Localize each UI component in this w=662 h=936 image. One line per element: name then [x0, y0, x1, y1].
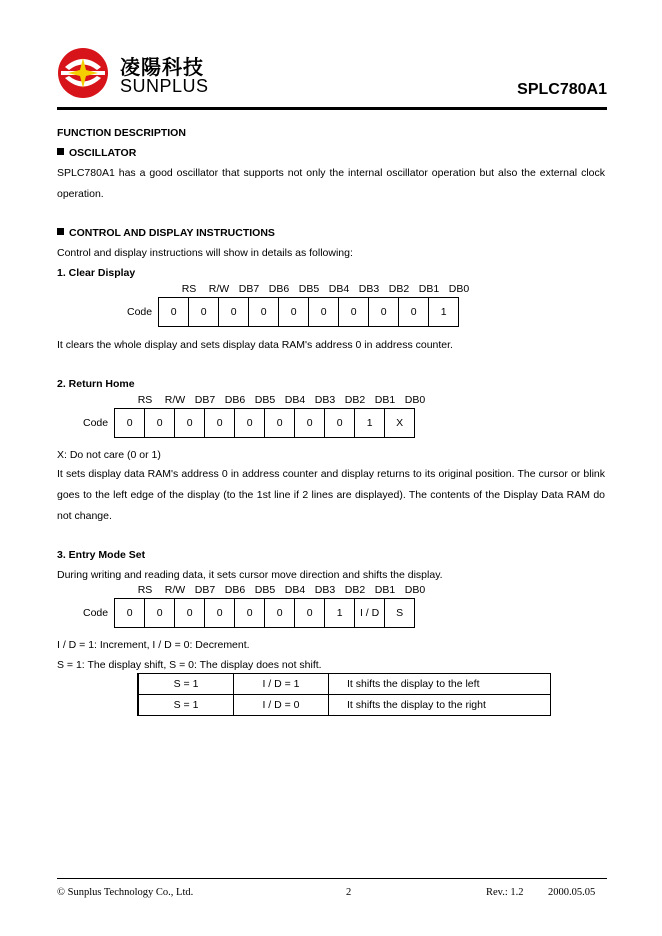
bit-cell: 0	[309, 298, 339, 327]
sunplus-logo-icon	[57, 47, 109, 99]
code-label: Code	[83, 607, 109, 619]
table-row	[138, 695, 551, 716]
bit-cell: 0	[175, 599, 205, 628]
bit-cell: 0	[235, 599, 265, 628]
column-header: R/W	[164, 394, 186, 406]
bit-cell: 0	[175, 409, 205, 438]
instruction-note: It clears the whole display and sets display data RAM's address 0 in address counter.	[57, 339, 453, 351]
oscillator-text: SPLC780A1 has a good oscillator that supports not only the internal oscillator operation but also the external clock operation.	[57, 167, 605, 200]
table-cell: S = 1	[138, 674, 234, 695]
bit-cell: 0	[189, 298, 219, 327]
control-heading	[57, 226, 275, 240]
column-header: DB1	[418, 283, 440, 295]
bit-cell: 0	[249, 298, 279, 327]
column-header: DB6	[224, 584, 246, 596]
oscillator-heading	[57, 146, 136, 160]
bit-cell: 0	[369, 298, 399, 327]
bit-cell: 0	[219, 298, 249, 327]
footer-rule	[57, 878, 607, 879]
bit-cell: X	[385, 409, 415, 438]
column-header: DB5	[254, 584, 276, 596]
bit-cell: 0	[145, 409, 175, 438]
control-intro: Control and display instructions will show in details as following:	[57, 247, 353, 259]
bit-cell: 0	[159, 298, 189, 327]
bit-cell: 1	[429, 298, 459, 327]
bit-cell: 0	[115, 599, 145, 628]
instruction-code-table	[127, 297, 459, 327]
bit-cell: 0	[115, 409, 145, 438]
header-rule	[57, 107, 607, 110]
table-cell: It shifts the display to the right	[329, 695, 551, 716]
bit-cell: 1	[355, 409, 385, 438]
oscillator-heading-text: OSCILLATOR	[69, 147, 137, 159]
instruction-note: I / D = 1: Increment, I / D = 0: Decrement.	[57, 639, 250, 651]
column-header: R/W	[208, 283, 230, 295]
column-header: R/W	[164, 584, 186, 596]
column-header: RS	[181, 283, 197, 295]
instruction-title: 3. Entry Mode Set	[57, 549, 146, 561]
instruction-title: 1. Clear Display	[57, 267, 136, 279]
document-id: SPLC780A1	[517, 81, 607, 98]
bit-cell: 0	[295, 409, 325, 438]
code-label: Code	[83, 417, 109, 429]
bullet-square-icon	[57, 148, 64, 155]
column-header: DB5	[298, 283, 320, 295]
instruction-code-table	[83, 408, 415, 438]
instruction-code-table	[83, 598, 415, 628]
bit-cell: 0	[205, 599, 235, 628]
bit-cell: 0	[325, 409, 355, 438]
bit-cell: 0	[399, 298, 429, 327]
bit-cell: 0	[339, 298, 369, 327]
table-row	[138, 674, 551, 695]
bit-cell: 0	[235, 409, 265, 438]
bit-cell: 1	[325, 599, 355, 628]
instruction-intro: During writing and reading data, it sets cursor move direction and shifts the display.	[57, 569, 443, 581]
footer-copyright: © Sunplus Technology Co., Ltd.	[57, 887, 194, 898]
column-header: DB4	[284, 584, 306, 596]
column-header: DB6	[224, 394, 246, 406]
column-header: DB7	[194, 394, 216, 406]
column-header: DB3	[314, 584, 336, 596]
column-header: DB3	[314, 394, 336, 406]
column-header: DB2	[344, 394, 366, 406]
instruction-note: S = 1: The display shift, S = 0: The display does not shift.	[57, 659, 322, 671]
column-header: DB2	[388, 283, 410, 295]
column-header: DB1	[374, 584, 396, 596]
column-header: DB2	[344, 584, 366, 596]
instruction-note: It sets display data RAM's address 0 in address counter and display returns to its original position. The cursor or blink goes to the left edge of the display (to the 1st line if 2 lines are displayed). The contents of the Display Data RAM do not change.	[57, 468, 605, 522]
column-header: DB5	[254, 394, 276, 406]
column-header: DB7	[238, 283, 260, 295]
column-header: DB3	[358, 283, 380, 295]
table-cell: I / D = 0	[234, 695, 329, 716]
column-header: RS	[137, 394, 153, 406]
column-header: DB0	[404, 584, 426, 596]
instruction-title: 2. Return Home	[57, 378, 135, 390]
bit-cell: 0	[265, 599, 295, 628]
bit-cell: I / D	[355, 599, 385, 628]
column-header: DB0	[404, 394, 426, 406]
code-label: Code	[127, 306, 153, 318]
table-cell: S = 1	[138, 695, 234, 716]
footer-revision: Rev.: 1.2	[486, 887, 524, 898]
column-header: DB7	[194, 584, 216, 596]
bullet-square-icon	[57, 228, 64, 235]
bit-cell: 0	[279, 298, 309, 327]
bit-cell: S	[385, 599, 415, 628]
bit-cell: 0	[265, 409, 295, 438]
table-cell: I / D = 1	[234, 674, 329, 695]
bit-cell: 0	[145, 599, 175, 628]
company-name-english: SUNPLUS	[120, 76, 209, 96]
column-header: DB4	[284, 394, 306, 406]
column-header: RS	[137, 584, 153, 596]
control-heading-text: CONTROL AND DISPLAY INSTRUCTIONS	[69, 227, 275, 239]
footer-date: 2000.05.05	[548, 887, 596, 898]
table-cell: It shifts the display to the left	[329, 674, 551, 695]
entry-mode-table	[137, 673, 551, 716]
column-header: DB0	[448, 283, 470, 295]
instruction-note: X: Do not care (0 or 1)	[57, 449, 161, 461]
bit-cell: 0	[205, 409, 235, 438]
bit-cell: 0	[295, 599, 325, 628]
company-name-chinese: 凌陽科技	[120, 55, 204, 79]
column-header: DB4	[328, 283, 350, 295]
section-title: FUNCTION DESCRIPTION	[57, 127, 186, 139]
column-header: DB6	[268, 283, 290, 295]
page-number: 2	[346, 887, 352, 898]
column-header: DB1	[374, 394, 396, 406]
